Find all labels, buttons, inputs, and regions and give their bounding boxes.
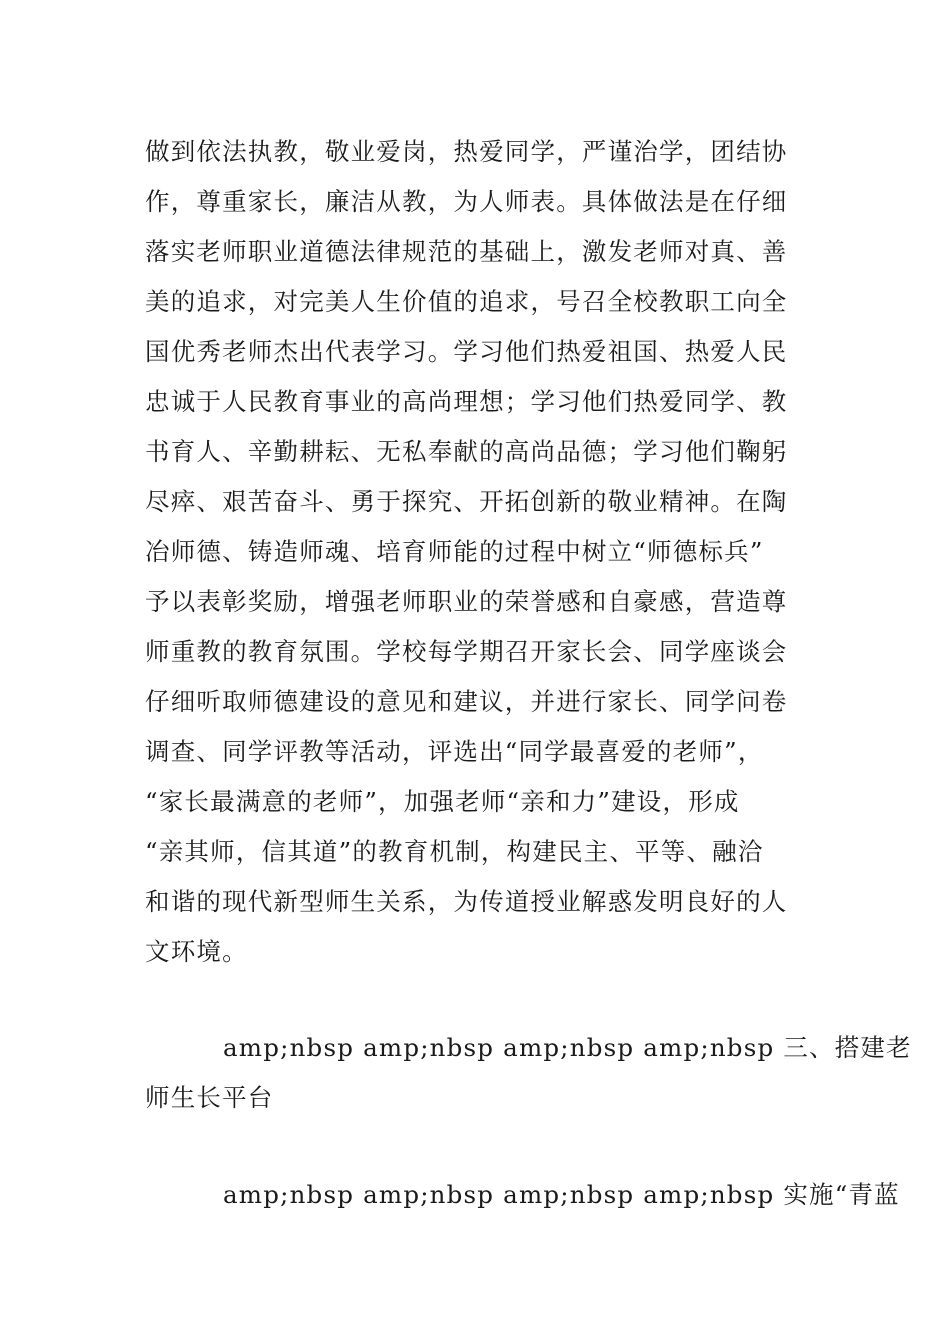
paragraph-line: 予以表彰奖励，增强老师职业的荣誉感和自豪感，营造尊	[145, 587, 788, 616]
paragraph-line: 师重教的教育氛围。学校每学期召开家长会、同学座谈会	[145, 637, 788, 666]
paragraph-line: 作，尊重家长，廉洁从教，为人师表。具体做法是在仔细	[145, 187, 788, 216]
paragraph-line: 和谐的现代新型师生关系，为传道授业解惑发明良好的人	[145, 887, 788, 916]
paragraph-line: 尽瘁、艰苦奋斗、勇于探究、开拓创新的敬业精神。在陶	[145, 487, 788, 516]
section-heading	[145, 1023, 912, 1123]
paragraph-line: 忠诚于人民教育事业的高尚理想；学习他们热爱同学、教	[145, 387, 788, 416]
paragraph-line: 仔细听取师德建设的意见和建议，并进行家长、同学问卷	[145, 687, 788, 716]
paragraph-line: 冶师德、铸造师魂、培育师能的过程中树立“师德标兵”	[145, 537, 764, 566]
paragraph-line: 国优秀老师杰出代表学习。学习他们热爱祖国、热爱人民	[145, 337, 788, 366]
body-paragraph	[145, 127, 810, 977]
paragraph-line: “亲其师，信其道”的教育机制，构建民主、平等、融洽	[145, 837, 764, 866]
paragraph-line: 做到依法执教，敬业爱岗，热爱同学，严谨治学，团结协	[145, 137, 788, 166]
heading-line: amp;nbsp amp;nbsp amp;nbsp amp;nbsp 三、搭建老	[223, 1033, 912, 1062]
paragraph-line: 落实老师职业道德法律规范的基础上，激发老师对真、善	[145, 237, 788, 266]
paragraph-line: 美的追求，对完美人生价值的追求，号召全校教职工向全	[145, 287, 788, 316]
paragraph-line: 调查、同学评教等活动，评选出“同学最喜爱的老师”，	[145, 737, 764, 766]
paragraph-line: 书育人、辛勤耕耘、无私奉献的高尚品德；学习他们鞠躬	[145, 437, 788, 466]
paragraph-line: “家长最满意的老师”，加强老师“亲和力”建设，形成	[145, 787, 740, 816]
paragraph-line: 文环境。	[145, 937, 248, 966]
body-paragraph	[145, 1170, 900, 1220]
heading-line: 师生长平台	[145, 1083, 274, 1112]
paragraph-line: amp;nbsp amp;nbsp amp;nbsp amp;nbsp 实施“青蓝	[223, 1180, 900, 1209]
